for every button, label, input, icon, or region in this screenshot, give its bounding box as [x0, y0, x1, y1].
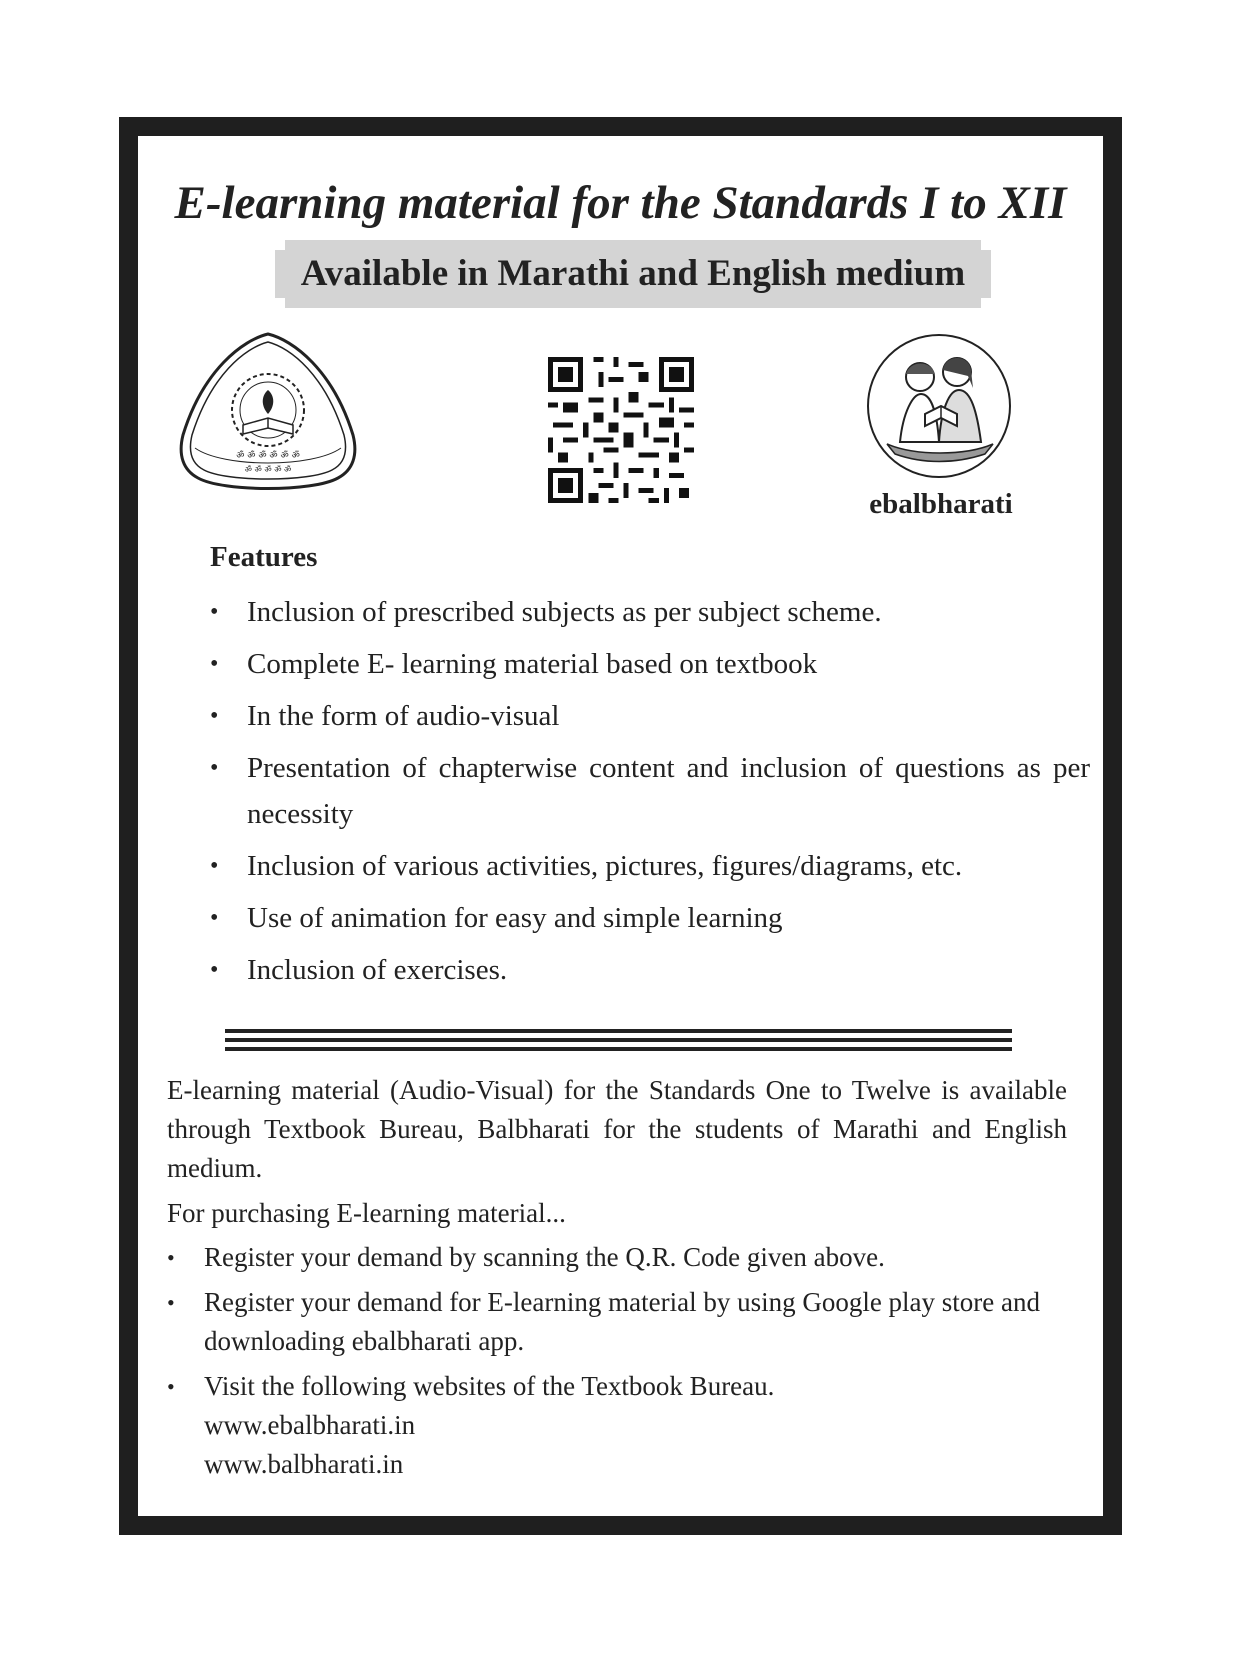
app-name-label: ebalbharati	[869, 488, 1013, 520]
divider	[225, 1038, 1012, 1042]
divider	[225, 1029, 1012, 1033]
list-item: • Inclusion of prescribed subjects as per subject scheme.	[210, 589, 1090, 635]
medium-banner	[275, 240, 991, 308]
website-link[interactable]: www.balbharati.in	[204, 1449, 404, 1479]
page-border	[119, 117, 1122, 1535]
page-title: E-learning material for the Standards I to XII	[174, 177, 1067, 229]
banner-corner-notch	[981, 240, 991, 250]
list-item: • Use of animation for easy and simple learning	[210, 895, 1090, 941]
website-link[interactable]: www.ebalbharati.in	[204, 1410, 416, 1440]
banner-text: Available in Marathi and English medium	[300, 253, 966, 294]
banner-corner-notch	[275, 240, 285, 250]
list-item: • Register your demand by scanning the Q.R. Code given above.	[167, 1238, 1067, 1277]
features-heading: Features	[210, 541, 318, 573]
balbharati-seal-icon	[173, 330, 363, 500]
features-list	[210, 589, 1090, 999]
svg-text:ॐ ॐ ॐ ॐ ॐ: ॐ ॐ ॐ ॐ ॐ	[244, 465, 292, 474]
qr-code-icon	[546, 357, 696, 503]
children-reading-icon	[865, 332, 1013, 480]
list-item: • In the form of audio-visual	[210, 693, 1090, 739]
list-item: • Inclusion of exercises.	[210, 947, 1090, 993]
list-item: • Presentation of chapterwise content and inclusion of questions as per necessity	[210, 745, 1090, 837]
list-item	[167, 1367, 1067, 1484]
purchase-heading: For purchasing E-learning material...	[167, 1198, 566, 1228]
flyer-content	[138, 136, 1103, 1516]
list-item: • Register your demand for E-learning material by using Google play store and downloading ebalbharati app.	[167, 1283, 1067, 1361]
banner-corner-notch	[275, 298, 285, 308]
step-text: Visit the following websites of the Textbook Bureau.	[204, 1371, 775, 1401]
list-item: • Complete E- learning material based on textbook	[210, 641, 1090, 687]
availability-paragraph: E-learning material (Audio-Visual) for the Standards One to Twelve is available through Textbook Bureau, Balbharati for the students of Marathi and English medium.	[167, 1075, 1067, 1183]
purchase-steps	[167, 1238, 1067, 1490]
svg-text:ॐ ॐ ॐ ॐ ॐ ॐ: ॐ ॐ ॐ ॐ ॐ ॐ	[236, 451, 300, 461]
list-item: • Inclusion of various activities, pictures, figures/diagrams, etc.	[210, 843, 1090, 889]
banner-corner-notch	[981, 298, 991, 308]
divider	[225, 1047, 1012, 1051]
